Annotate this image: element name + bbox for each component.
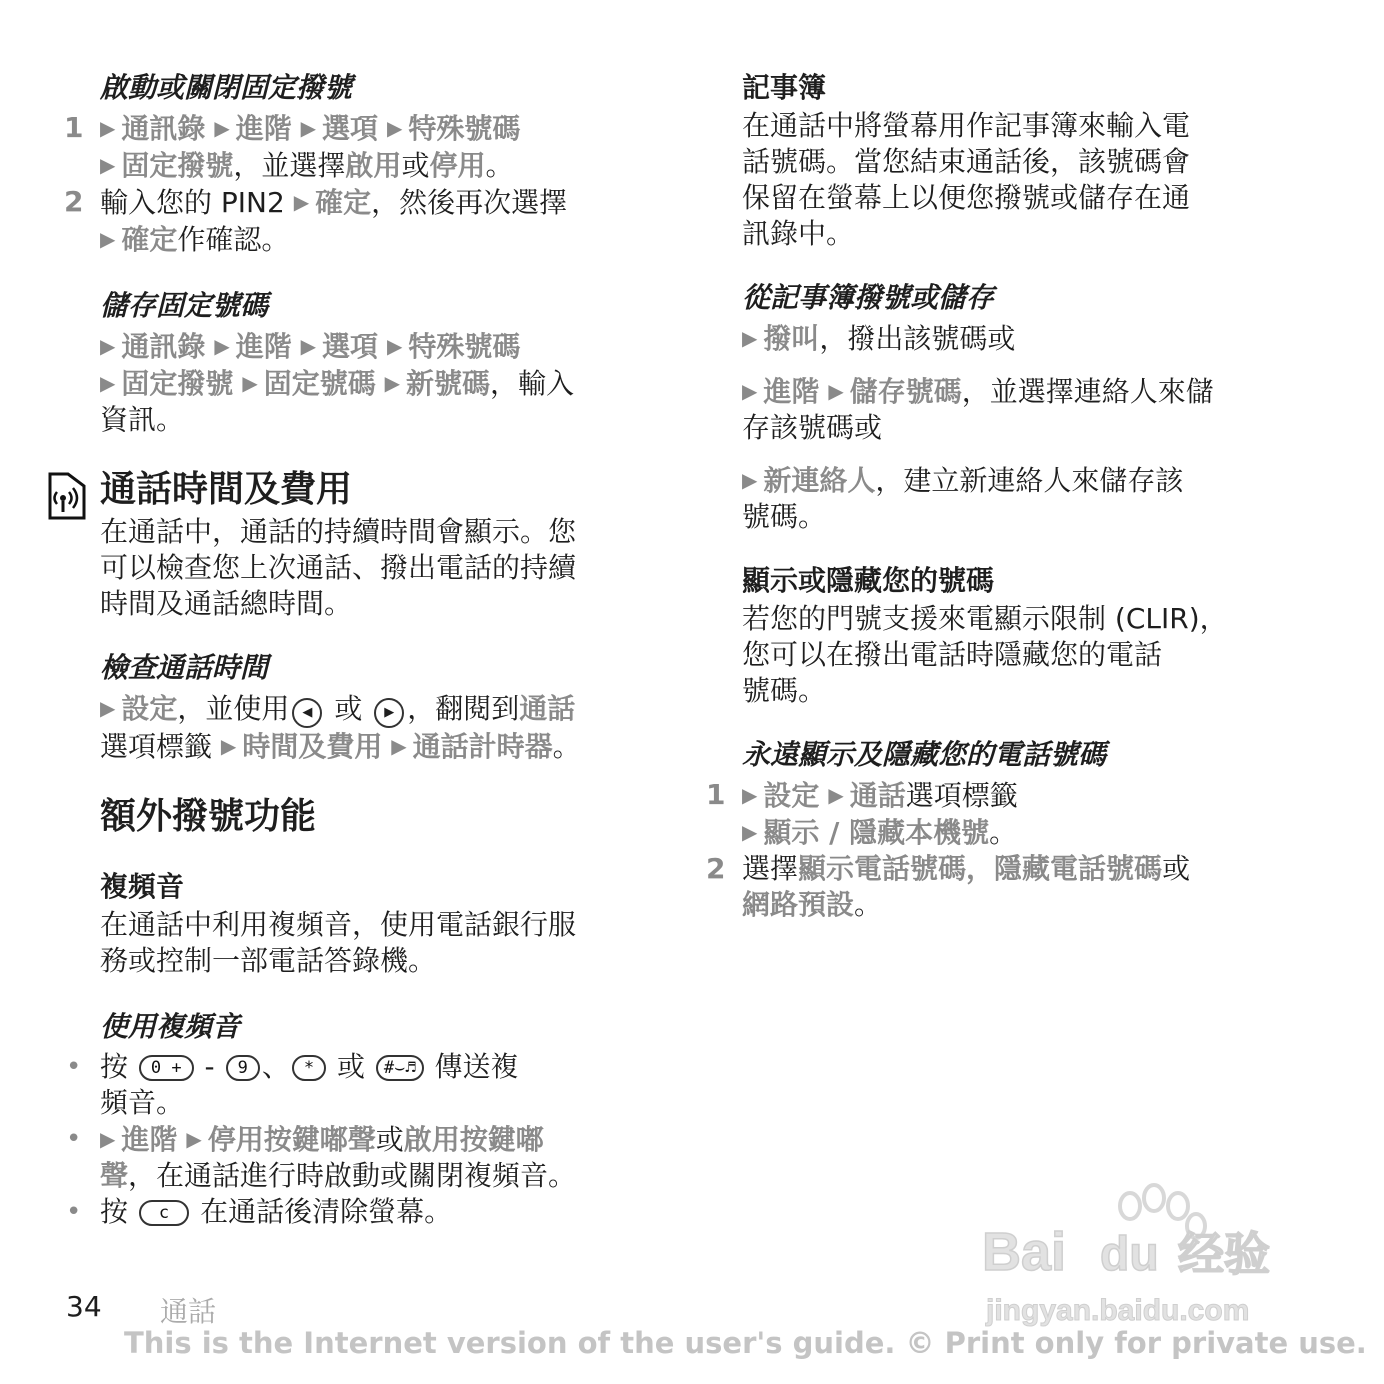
section-title-notepad: 記事簿 (742, 71, 827, 104)
menu-path-item: 啟用 (345, 149, 402, 182)
step-text: 。 (485, 149, 514, 182)
menu-path-item: 停用按鍵嘟聲 (207, 1123, 376, 1156)
step-text: 或 (334, 692, 363, 725)
step-text: 資訊。 (100, 403, 185, 436)
watermark-brand-2: du (1100, 1228, 1159, 1281)
arrow-icon: ▶ (100, 116, 116, 140)
step-text: ，並選擇 (233, 149, 346, 182)
text-line: 時間及通話總時間。 (100, 587, 353, 620)
menu-path-item: 選項 (322, 112, 379, 145)
arrow-icon: ▶ (742, 820, 758, 844)
menu-path-item: 新連絡人 (763, 464, 876, 497)
step-number: 2 (706, 852, 726, 885)
arrow-icon: ▶ (742, 326, 758, 350)
step-number: 1 (64, 111, 84, 144)
menu-path-item: 進階 (235, 330, 292, 363)
section-title-dial-save-from-notepad: 從記事簿撥號或儲存 (742, 281, 995, 314)
menu-path-item: 設定 (763, 779, 820, 812)
menu-path-item: 固定撥號 (121, 149, 234, 182)
arrow-icon: ▶ (386, 116, 403, 140)
key-0-icon: 0 + (139, 1055, 194, 1081)
menu-path-item: 啟用按鍵嘟 (403, 1123, 544, 1156)
arrow-icon: ▶ (742, 379, 758, 403)
menu-path-item: 顯示 / 隱藏本機號 (763, 816, 990, 849)
arrow-icon: ▶ (386, 334, 403, 358)
step-text: 輸入您的 PIN2 (100, 186, 285, 219)
chapter-name: 通話 (160, 1295, 217, 1328)
fdn-step-2 (64, 184, 660, 258)
step-text: 。 (989, 816, 1018, 849)
arrow-icon: ▶ (300, 116, 317, 140)
menu-path-item: 選項 (322, 330, 379, 363)
save-fixed-number-path (100, 328, 660, 438)
menu-path-item: 撥叫 (763, 322, 820, 355)
menu-path-item: 特殊號碼 (408, 112, 521, 145)
menu-path-item: 通話 (519, 692, 576, 725)
menu-path-item: 通話計時器 (412, 730, 553, 763)
step-text: 。 (552, 730, 581, 763)
arrow-icon: ▶ (220, 734, 237, 758)
section-title-always-show-hide: 永遠顯示及隱藏您的電話號碼 (742, 738, 1107, 771)
step-text: 或 (401, 149, 430, 182)
text-line: 可以檢查您上次通話、撥出電話的持續 (100, 551, 577, 584)
arrow-icon: ▶ (100, 371, 116, 395)
menu-path-item: 停用 (429, 149, 486, 182)
menu-path-item: 固定號碼 (263, 367, 376, 400)
text-line: 訊錄中。 (742, 217, 855, 250)
dtmf-bullet-2 (66, 1121, 660, 1194)
arrow-icon: ▶ (742, 468, 758, 492)
step-text: ，並選擇連絡人來儲 (961, 375, 1214, 408)
menu-path-item: 選項標籤 (100, 730, 213, 763)
baidu-watermark-logo (982, 1180, 1302, 1330)
section-title-use-dtmf: 使用複頻音 (100, 1010, 241, 1043)
bullet: • (66, 1197, 82, 1227)
text-line: 在通話中將螢幕用作記事簿來輸入電 (742, 109, 1191, 142)
menu-path-item: 新號碼 (406, 367, 491, 400)
step-text: 。 (854, 888, 883, 921)
menu-path-item: 時間及費用 (242, 730, 383, 763)
menu-path-item: 確定 (121, 223, 178, 256)
step-text: 選擇 (742, 852, 799, 885)
menu-path-item: 進階 (235, 112, 292, 145)
menu-path-item: 通訊錄 (121, 112, 206, 145)
key-star-icon: * (292, 1055, 326, 1081)
arrow-icon: ▶ (300, 334, 317, 358)
step-text: 或 (375, 1123, 404, 1156)
step-text: 或 (1162, 852, 1191, 885)
menu-path-item: ， (966, 852, 995, 885)
arrow-icon: ▶ (214, 116, 230, 140)
arrow-icon: ▶ (242, 371, 258, 395)
arrow-icon: ▶ (391, 734, 407, 758)
watermark-url: jingyan.baidu.com (986, 1294, 1250, 1327)
arrow-icon: ▶ (384, 371, 401, 395)
menu-path-item: 設定 (121, 692, 178, 725)
step-text: 或 (336, 1050, 365, 1083)
show-hide-description (742, 601, 1332, 709)
step-text: ，翻閱到 (407, 692, 520, 725)
step-text: 在通話後清除螢幕。 (200, 1195, 453, 1228)
step-number: 1 (706, 778, 726, 811)
menu-path-item: 儲存號碼 (849, 375, 962, 408)
left-column (64, 70, 660, 1230)
section-title-check-call-time: 檢查通話時間 (100, 651, 269, 684)
arrow-icon: ▶ (214, 334, 230, 358)
step-text: 作確認。 (177, 223, 290, 256)
menu-path-item: 固定撥號 (121, 367, 234, 400)
step-text: 存該號碼或 (742, 411, 883, 444)
step-text: 按 (100, 1050, 129, 1083)
dtmf-bullet-1 (66, 1049, 660, 1121)
section-title-extra-dialing: 額外撥號功能 (100, 796, 317, 837)
nav-right-key-icon: ▶ (374, 698, 404, 728)
menu-path-item: 網路預設 (742, 888, 855, 921)
text-line: 務或控制一部電話答錄機。 (100, 944, 437, 977)
dtmf-bullet-3 (66, 1194, 660, 1230)
arrow-icon: ▶ (742, 783, 758, 807)
menu-path-item: 聲 (100, 1159, 129, 1192)
step-text: ，輸入 (490, 367, 575, 400)
bullet: • (66, 1052, 82, 1082)
menu-path-item: 特殊號碼 (408, 330, 521, 363)
menu-path-item: 確定 (315, 186, 372, 219)
section-title-fdn-toggle: 啟動或關閉固定撥號 (100, 71, 353, 104)
arrow-icon: ▶ (828, 379, 844, 403)
text-line: 保留在螢幕上以便您撥號或儲存在通 (742, 181, 1191, 214)
text-line: 您可以在撥出電話時隱藏您的電話 (742, 638, 1163, 671)
arrow-icon: ▶ (293, 190, 310, 214)
call-signal-icon (46, 470, 88, 522)
section-title-call-time-cost: 通話時間及費用 (100, 469, 353, 510)
notepad-option-call (742, 320, 1332, 357)
arrow-icon: ▶ (100, 227, 116, 251)
fdn-step-1 (64, 110, 660, 184)
arrow-icon: ▶ (828, 783, 844, 807)
step-text: 、 (261, 1050, 290, 1083)
key-hash-icon: #⌣♬ (376, 1055, 424, 1081)
notepad-option-new-contact (742, 462, 1332, 535)
menu-path-item: 隱藏電話號碼 (994, 852, 1163, 885)
notepad-option-save (742, 373, 1332, 446)
arrow-icon: ▶ (186, 1127, 202, 1151)
show-hide-step-1 (706, 777, 1332, 851)
step-text: ，然後再次選擇 (371, 186, 568, 219)
internet-version-note: This is the Internet version of the user's guide. © Print only for private use. (124, 1326, 1367, 1360)
nav-left-key-icon: ◀ (292, 698, 322, 728)
notepad-description (742, 108, 1332, 252)
step-text: 選項標籤 (905, 779, 1018, 812)
call-time-description (100, 514, 660, 622)
step-number: 2 (64, 185, 84, 218)
arrow-icon: ▶ (100, 334, 116, 358)
key-9-icon: 9 (226, 1055, 260, 1081)
step-text: ，在通話進行時啟動或關閉複頻音。 (128, 1159, 577, 1192)
watermark-cn: 经验 (1178, 1227, 1270, 1281)
step-text: 傳送複 (434, 1050, 519, 1083)
text-line: 在通話中，通話的持續時間會顯示。您 (100, 515, 577, 548)
menu-path-item: 顯示電話號碼 (798, 852, 967, 885)
section-title-show-hide-number: 顯示或隱藏您的號碼 (742, 564, 995, 597)
menu-path-item: 進階 (763, 375, 820, 408)
section-title-save-fixed-number: 儲存固定號碼 (100, 289, 269, 322)
section-title-dtmf: 複頻音 (100, 870, 185, 903)
key-c-icon: c (139, 1200, 189, 1226)
arrow-icon: ▶ (100, 1127, 116, 1151)
text-line: 號碼。 (742, 674, 827, 707)
arrow-icon: ▶ (100, 696, 116, 720)
step-text: 頻音。 (100, 1086, 185, 1119)
step-text: 按 (100, 1195, 129, 1228)
step-text: 號碼。 (742, 500, 827, 533)
step-text: ，建立新連絡人來儲存該 (875, 464, 1184, 497)
step-text: ，撥出該號碼或 (819, 322, 1016, 355)
text-line: 話號碼。當您結束通話後，該號碼會 (742, 145, 1191, 178)
menu-path-item: 進階 (121, 1123, 178, 1156)
show-hide-step-2 (706, 851, 1332, 923)
watermark-brand: Bai (982, 1222, 1067, 1282)
right-column (706, 70, 1332, 923)
arrow-icon: ▶ (100, 153, 116, 177)
bullet: • (66, 1124, 82, 1154)
step-text: - (204, 1050, 215, 1083)
text-line: 在通話中利用複頻音，使用電話銀行服 (100, 908, 577, 941)
menu-path-item: 通話 (849, 779, 906, 812)
dtmf-description (100, 907, 660, 979)
page-number: 34 (66, 1290, 102, 1323)
menu-path-item: 通訊錄 (121, 330, 206, 363)
text-line: 若您的門號支援來電顯示限制 (CLIR)， (742, 602, 1228, 635)
step-text: ，並使用 (177, 692, 290, 725)
check-call-time-path (100, 690, 660, 765)
